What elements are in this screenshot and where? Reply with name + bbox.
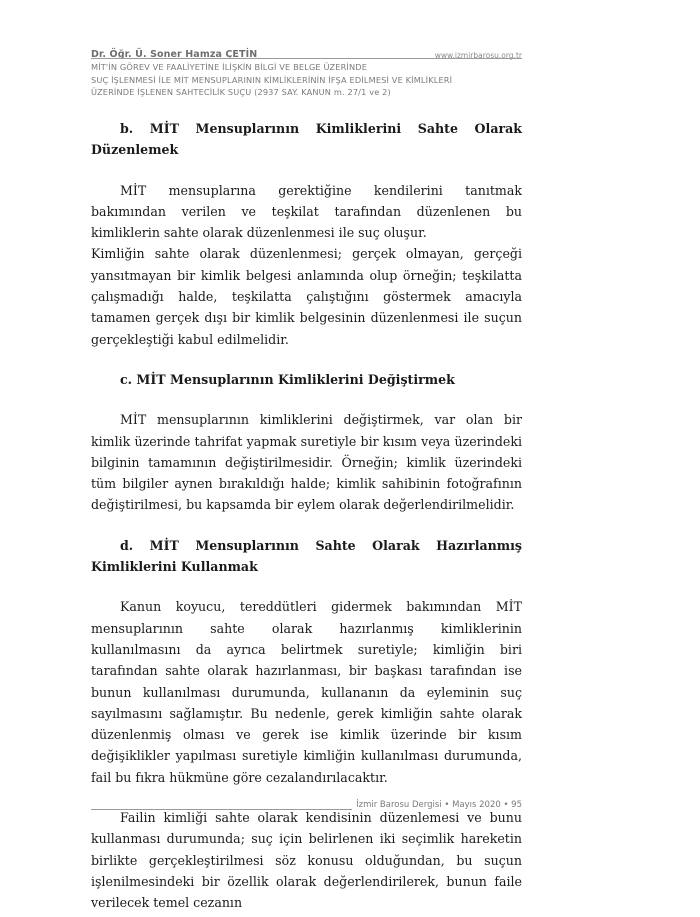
paragraph: MİT mensuplarının kimliklerini değiştirmek, var olan bir kimlik üzerinde tahrifat yapmak suretiyle bir kısım veya üzerindeki bilginin tamamının değiştirilmesidir. Örneğin; kimlik üzerindeki tüm bilgiler aynen bırakıldığı halde; kimlik sahibinin fotoğrafının değiştirilmesi, bu kapsamda bir eylem olarak değerlendirilmelidir.	[91, 412, 522, 513]
section-heading-d: d. MİT Mensuplarının Sahte Olarak Hazırlanmış Kimliklerini Kullanmak	[91, 537, 522, 575]
header-rule	[91, 58, 522, 59]
section-heading-c: c. MİT Mensuplarının Kimliklerini Değiştirmek	[120, 371, 455, 387]
article-title-line: ÜZERİNDE İŞLENEN SAHTECİLİK SUÇU (2937 SAY. KANUN m. 27/1 ve 2)	[91, 87, 391, 97]
running-header	[91, 46, 522, 99]
paragraph: MİT mensuplarına gerektiğine kendilerini tanıtmak bakımından verilen ve teşkilat tarafından düzenlenen bu kimliklerin sahte olarak düzenlenmesi ile suç oluşur.	[91, 182, 522, 241]
paragraph: Kanun koyucu, tereddütleri gidermek bakımından MİT mensuplarının sahte olarak hazırlanmış kimliklerinin kullanılmasını da ayrıca belirtmek suretiyle; kimliğin biri tarafından sahte olarak hazırlanması, bir başkası tarafından ise bunun kullanılması durumunda, kullananın da eyleminin suç sayılmasını sağlamıştır. Bu nedenle, gerek kimliğin sahte olarak düzenlenmiş olması ve gerek ise kimlik üzerinde bir kısım değişiklikler yapılması suretiyle kimliğin kullanılması durumunda, fail bu fıkra hükmüne göre cezalandırılacaktır.	[91, 599, 522, 785]
article-title-line: SUÇ İŞLENMESİ İLE MİT MENSUPLARININ KİMLİKLERİNİN İFŞA EDİLMESİ VE KİMLİKLERİ	[91, 74, 453, 85]
article-body	[91, 118, 522, 914]
author-name: Dr. Öğr. Ü. Soner Hamza ÇETİN	[91, 49, 258, 60]
section-heading-b: b. MİT Mensuplarının Kimliklerini Sahte Olarak Düzenlemek	[91, 121, 522, 158]
paragraph: Kimliğin sahte olarak düzenlenmesi; gerçek olmayan, gerçeği yansıtmayan bir kimlik belgesi anlamında olup örneğin; teşkilatta çalışmadığı halde, teşkilatta çalıştığını göstermek amacıyla tamamen gerçek dışı bir kimlik belgesinin düzenlenmesi ile suçun gerçekleştiği kabul edilmelidir.	[91, 246, 522, 347]
website-url: www.izmirbarosu.org.tr	[434, 51, 522, 60]
article-title	[91, 61, 522, 99]
footer-journal-page: İzmir Barosu Dergisi • Mayıs 2020 • 95	[352, 800, 522, 810]
paragraph: Failin kimliği sahte olarak kendisinin düzenlemesi ve bunu kullanması durumunda; suç için belirlenen iki seçimlik hareketin birlikte gerçekleştirilmesi söz konusu olduğundan, bu suçun işlenilmesindeki bir özellik olarak değerlendirilerek, bunun faile verilecek temel cezanın	[91, 810, 522, 911]
article-title-line: MİT'İN GÖREV VE FAALİYETİNE İLİŞKİN BİLGİ VE BELGE ÜZERİNDE	[91, 62, 368, 72]
